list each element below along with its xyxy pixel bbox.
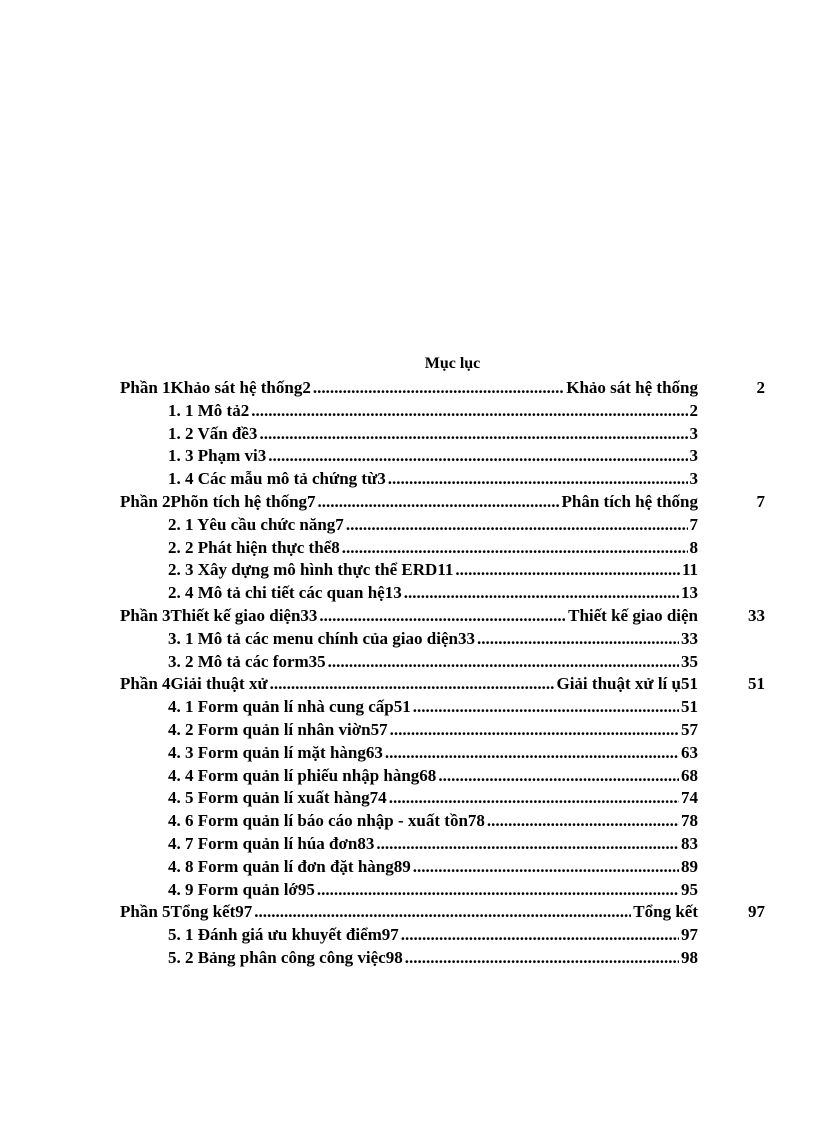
dot-leader xyxy=(254,901,631,923)
toc-entry-label: 2. 3 Xây dựng mô hình thực thể ERD11 xyxy=(168,560,454,580)
toc-entry-label: 2. 4 Mô tả chi tiết các quan hệ13 xyxy=(168,583,402,603)
toc-entry-page: 63 xyxy=(681,742,698,762)
toc-sub-row[interactable] xyxy=(168,559,698,581)
toc-entry-label: 1. 4 Các mẫu mô tả chứng từ3 xyxy=(168,469,386,489)
toc-sub-row[interactable] xyxy=(168,423,698,445)
dot-leader xyxy=(251,400,687,422)
dot-leader xyxy=(268,445,687,467)
dot-leader xyxy=(405,947,679,969)
toc-entry-page: Giải thuật xử lí ụ51 xyxy=(556,674,698,694)
toc-part-row[interactable] xyxy=(120,491,698,513)
toc-part-row[interactable] xyxy=(120,901,698,923)
toc-part-page-number: 51 xyxy=(748,674,765,694)
toc-entry-page: 95 xyxy=(681,879,698,899)
toc-entry-label: 4. 7 Form quản lí húa đơn83 xyxy=(168,834,375,853)
toc-part-row[interactable] xyxy=(120,377,698,399)
toc-entry-page: 8 xyxy=(689,537,698,557)
toc-sub-row[interactable] xyxy=(168,445,698,467)
dot-leader xyxy=(328,651,679,673)
toc-entry-page: Tổng kết xyxy=(633,902,698,922)
toc-entry-label: 4. 3 Form quản lí mặt hàng63 xyxy=(168,742,383,762)
toc-entry-label: 4. 1 Form quản lí nhà cung cấp51 xyxy=(168,697,411,717)
toc-entry-label: Phần 3Thiết kế giao diện33 xyxy=(120,606,318,625)
toc-entry-label: 1. 3 Phạm vi3 xyxy=(168,446,267,466)
toc-entry-page: 2 xyxy=(689,400,698,420)
toc-sub-row[interactable] xyxy=(168,582,698,604)
dot-leader xyxy=(259,423,687,445)
toc-entry-page: 3 xyxy=(689,423,698,443)
toc-sub-row[interactable] xyxy=(168,765,698,787)
toc-entry-page: Khảo sát hệ thống xyxy=(566,378,698,397)
dot-leader xyxy=(404,582,679,604)
toc-entry-label: 2. 1 Yêu cầu chức năng7 xyxy=(168,514,344,534)
toc-entry-label: Phần 4Giải thuật xử xyxy=(120,674,268,694)
toc-entry-label: 4. 5 Form quản lí xuất hàng74 xyxy=(168,788,387,808)
toc-entry-page: 83 xyxy=(681,834,698,853)
toc-entry-label: 4. 8 Form quản lí đơn đặt hàng89 xyxy=(168,856,411,876)
toc-part-page-number: 97 xyxy=(748,902,765,922)
toc-sub-row[interactable] xyxy=(168,628,698,650)
dot-leader xyxy=(346,514,688,536)
dot-leader xyxy=(317,879,679,901)
toc-sub-row[interactable] xyxy=(168,787,698,809)
dot-leader xyxy=(390,719,679,741)
toc-entry-page: Thiết kế giao diện xyxy=(568,606,698,625)
toc-entry-page: 3 xyxy=(689,446,698,466)
toc-entry-label: 3. 1 Mô tả các menu chính của giao diện33 xyxy=(168,628,475,648)
toc-entry-page: 78 xyxy=(681,811,698,831)
toc-sub-row[interactable] xyxy=(168,537,698,559)
toc-part-row[interactable] xyxy=(120,673,698,695)
toc-sub-row[interactable] xyxy=(168,856,698,878)
toc-sub-row[interactable] xyxy=(168,400,698,422)
toc-entry-page: 7 xyxy=(689,514,698,534)
toc-entry-page: 3 xyxy=(689,469,698,489)
dot-leader xyxy=(376,833,679,855)
toc-sub-row[interactable] xyxy=(168,719,698,741)
dot-leader xyxy=(401,924,679,946)
toc-entry-label: 4. 6 Form quản lí báo cáo nhập - xuất tồn78 xyxy=(168,811,485,831)
toc-entry-label: 2. 2 Phát hiện thực thể8 xyxy=(168,537,340,557)
toc-entry-page: 33 xyxy=(681,628,698,648)
toc-entry-label: 4. 4 Form quản lí phiếu nhập hàng68 xyxy=(168,765,437,785)
toc-entry-page: 89 xyxy=(681,856,698,876)
toc-sub-row[interactable] xyxy=(168,833,698,855)
dot-leader xyxy=(318,491,560,513)
dot-leader xyxy=(438,765,679,787)
toc-entry-page: 51 xyxy=(681,697,698,717)
dot-leader xyxy=(477,628,679,650)
toc-entry-label: Phần 5Tổng kết97 xyxy=(120,902,253,922)
dot-leader xyxy=(455,559,680,581)
dot-leader xyxy=(413,856,679,878)
toc-entry-label: 5. 2 Bảng phân công công việc98 xyxy=(168,948,403,967)
toc-part-page-number: 7 xyxy=(756,492,765,511)
toc-entry-label: 5. 1 Đánh giá ưu khuyết điểm97 xyxy=(168,925,399,945)
toc-part-page-number: 33 xyxy=(748,606,765,625)
dot-leader xyxy=(270,673,555,695)
dot-leader xyxy=(319,605,566,627)
toc-entry-label: 1. 2 Vấn đề3 xyxy=(168,423,258,443)
toc-entry-label: 3. 2 Mô tả các form35 xyxy=(168,651,326,671)
toc-entry-page: 68 xyxy=(681,765,698,785)
dot-leader xyxy=(487,810,679,832)
toc-title: Mục lục xyxy=(424,355,481,372)
toc-sub-row[interactable] xyxy=(168,810,698,832)
toc-entry-page: 98 xyxy=(681,948,698,967)
toc-sub-row[interactable] xyxy=(168,468,698,490)
toc-sub-row[interactable] xyxy=(168,696,698,718)
dot-leader xyxy=(385,742,679,764)
toc-entry-page: Phân tích hệ thống xyxy=(561,492,698,511)
toc-part-page-number: 2 xyxy=(756,378,765,397)
toc-entry-page: 74 xyxy=(681,788,698,808)
dot-leader xyxy=(342,537,688,559)
toc-part-row[interactable] xyxy=(120,605,698,627)
toc-entry-page: 97 xyxy=(681,925,698,945)
toc-entry-page: 35 xyxy=(681,651,698,671)
dot-leader xyxy=(388,468,688,490)
toc-sub-row[interactable] xyxy=(168,947,698,969)
dot-leader xyxy=(389,787,679,809)
toc-sub-row[interactable] xyxy=(168,879,698,901)
toc-entry-label: 4. 9 Form quản lớ95 xyxy=(168,879,315,899)
toc-entry-label: 4. 2 Form quản lí nhân viờn57 xyxy=(168,720,388,739)
toc-sub-row[interactable] xyxy=(168,651,698,673)
dot-leader xyxy=(413,696,679,718)
toc-entry-page: 11 xyxy=(681,560,698,580)
toc-sub-row[interactable] xyxy=(168,742,698,764)
dot-leader xyxy=(313,377,564,399)
toc-entry-page: 13 xyxy=(681,583,698,603)
toc-entry-label: 1. 1 Mô tả2 xyxy=(168,400,250,420)
toc-sub-row[interactable] xyxy=(168,924,698,946)
toc-entry-page: 57 xyxy=(681,720,698,739)
toc-sub-row[interactable] xyxy=(168,514,698,536)
toc-entry-label: Phần 1Khảo sát hệ thống2 xyxy=(120,378,311,397)
toc-entry-label: Phần 2Phõn tích hệ thống7 xyxy=(120,492,316,511)
